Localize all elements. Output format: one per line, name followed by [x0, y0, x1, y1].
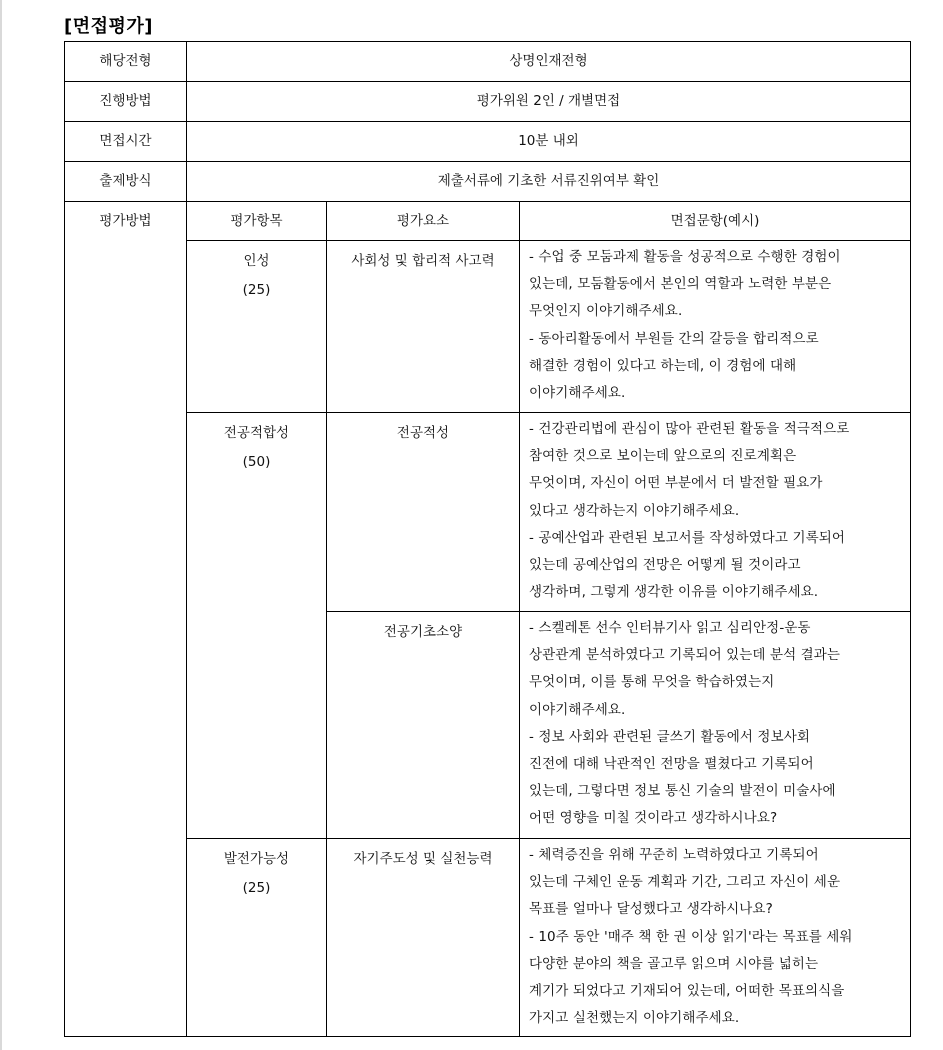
- question-line: 있는데 구체인 운동 계획과 기간, 그리고 자신이 세운: [529, 874, 841, 891]
- column-header-item: 평가항목: [187, 202, 327, 241]
- element-name: 사회성 및 합리적 사고력: [327, 241, 520, 413]
- element-name: 전공적성: [327, 413, 520, 612]
- question-line: - 건강관리법에 관심이 많아 관련된 활동을 적극적으로: [529, 421, 850, 437]
- table-row-question-format: [65, 162, 911, 202]
- question-line: 무엇이며, 자신이 어떤 부분에서 더 발전할 필요가: [529, 475, 823, 492]
- item-name: 전공적합성: [223, 425, 290, 441]
- row-label: 해당전형: [65, 42, 187, 82]
- question-line: 목표를 얼마나 달성했다고 생각하시나요?: [529, 901, 773, 918]
- row-label: 진행방법: [65, 82, 187, 122]
- item-cell: [187, 839, 327, 1037]
- question-line: 가지고 실천했는지 이야기해주세요.: [529, 1010, 740, 1027]
- question-line: 있는데 공예산업의 전망은 어떻게 될 것이라고: [529, 557, 801, 574]
- table-row-procedure: [65, 82, 911, 122]
- question-line: 이야기해주세요.: [529, 385, 626, 402]
- item-name: 발전가능성: [223, 851, 290, 867]
- element-name: 자기주도성 및 실천능력: [327, 839, 520, 1037]
- table-row-major-aptitude: [65, 413, 911, 612]
- question-cell: [520, 612, 911, 839]
- question-line: 계기가 되었다고 기재되어 있는데, 어떠한 목표의식을: [529, 983, 845, 1000]
- question-line: - 정보 사회와 관련된 글쓰기 활동에서 정보사회: [529, 728, 810, 745]
- table-row-method-header: [65, 202, 911, 241]
- question-cell: [520, 839, 911, 1037]
- question-line: 해결한 경험이 있다고 하는데, 이 경험에 대해: [529, 357, 797, 374]
- question-cell: [520, 413, 911, 612]
- window-edge: [0, 0, 2, 1050]
- row-label-method: 평가방법: [65, 202, 187, 1037]
- question-line: 다양한 분야의 책을 골고루 읽으며 시야를 넓히는: [529, 955, 819, 972]
- question-line: 진전에 대해 낙관적인 전망을 펼쳤다고 기록되어: [529, 756, 814, 773]
- table-row-duration: [65, 122, 911, 162]
- item-cell: [187, 241, 327, 413]
- question-line: 참여한 것으로 보이는데 앞으로의 진로계획은: [529, 448, 797, 465]
- question-line: - 10주 동안 '매주 책 한 권 이상 읽기'라는 목표를 세워: [529, 928, 853, 945]
- question-line: 이야기해주세요.: [529, 701, 626, 718]
- question-line: 생각하며, 그렇게 생각한 이유를 이야기해주세요.: [529, 584, 819, 601]
- column-header-element: 평가요소: [327, 202, 520, 241]
- section-title: [면접평가]: [64, 16, 154, 37]
- question-line: 어떤 영향을 미칠 것이라고 생각하시나요?: [529, 810, 778, 827]
- table-row-personality: [65, 241, 911, 413]
- question-line: - 체력증진을 위해 꾸준히 노력하였다고 기록되어: [529, 847, 819, 863]
- item-name: 인성: [243, 253, 270, 269]
- question-line: - 수업 중 모둠과제 활동을 성공적으로 수행한 경험이: [529, 249, 841, 265]
- question-line: - 동아리활동에서 부원들 간의 갈등을 합리적으로: [529, 330, 819, 347]
- row-value: 평가위원 2인 / 개별면접: [187, 82, 911, 122]
- row-label: 출제방식: [65, 162, 187, 202]
- question-line: - 공예산업과 관련된 보고서를 작성하였다고 기록되어: [529, 529, 846, 546]
- question-line: 상관관계 분석하였다고 기록되어 있는데 분석 결과는: [529, 647, 841, 664]
- question-cell: [520, 241, 911, 413]
- column-header-question: 면접문항(예시): [520, 202, 911, 241]
- item-score: (25): [242, 282, 271, 298]
- row-label: 면접시간: [65, 122, 187, 162]
- question-line: 무엇인지 이야기해주세요.: [529, 303, 683, 320]
- row-value: 10분 내외: [187, 122, 911, 162]
- row-value: 상명인재전형: [187, 42, 911, 82]
- item-score: (25): [242, 880, 271, 896]
- element-name: 전공기초소양: [327, 612, 520, 839]
- interview-evaluation-table: [64, 41, 911, 1037]
- question-line: 무엇이며, 이를 통해 무엇을 학습하였는지: [529, 674, 775, 691]
- question-line: 있는데, 모둠활동에서 본인의 역할과 노력한 부분은: [529, 276, 832, 293]
- row-value: 제출서류에 기초한 서류진위여부 확인: [187, 162, 911, 202]
- table-row-admission-type: [65, 42, 911, 82]
- item-cell: [187, 413, 327, 839]
- item-score: (50): [242, 454, 271, 470]
- question-line: - 스켈레톤 선수 인터뷰기사 읽고 심리안정-운동: [529, 620, 811, 636]
- question-line: 있는데, 그렇다면 정보 통신 기술의 발전이 미술사에: [529, 783, 836, 800]
- question-line: 있다고 생각하는지 이야기해주세요.: [529, 502, 740, 519]
- table-row-growth-potential: [65, 839, 911, 1037]
